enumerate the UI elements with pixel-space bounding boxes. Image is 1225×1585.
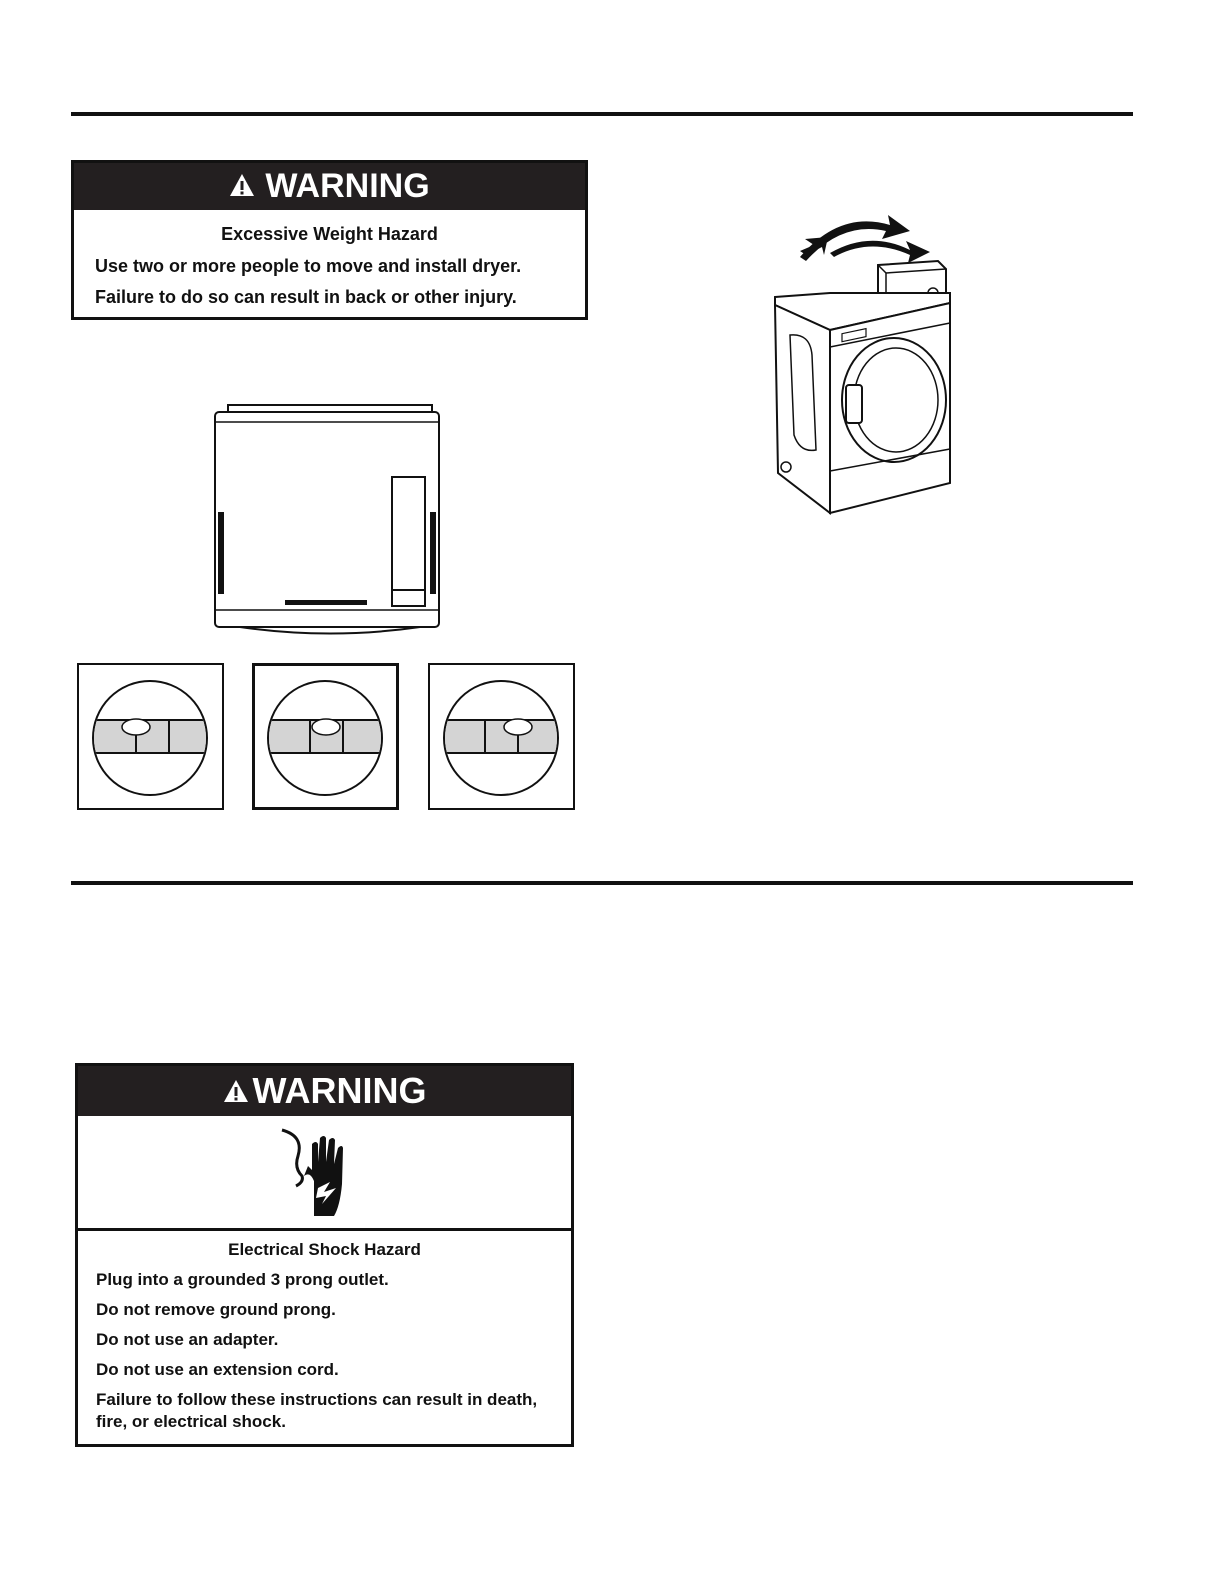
warning-electrical-line-6: fire, or electrical shock. (96, 1412, 286, 1431)
warning-electrical-line-5: Failure to follow these instructions can result in death, (96, 1390, 538, 1409)
dryer-rocking-with-level (770, 205, 960, 525)
level-bubble-left (77, 663, 224, 810)
warning-electrical-header (78, 1066, 571, 1116)
warning-electrical-box (75, 1063, 574, 1447)
warning-electrical-line-4: Do not use an extension cord. (96, 1360, 339, 1379)
warning-weight-header (74, 163, 585, 210)
level-bubble-centered (252, 663, 399, 810)
warning-weight-heading: WARNING (265, 167, 430, 205)
electrical-shock-hand-icon (274, 1126, 364, 1218)
warning-weight-box (71, 160, 588, 320)
electrical-icon-panel (78, 1116, 571, 1231)
warning-electrical-line-2: Do not remove ground prong. (96, 1300, 336, 1319)
section-rule-top (71, 112, 1133, 116)
rocking-arrows-icon (800, 215, 930, 263)
warning-electrical-heading: WARNING (252, 1070, 427, 1111)
warning-triangle-icon (229, 167, 255, 206)
level-bubble-right (428, 663, 575, 810)
warning-triangle-icon (223, 1070, 249, 1112)
warning-weight-line-1: Use two or more people to move and install dryer. (95, 256, 522, 276)
warning-weight-line-2: Failure to do so can result in back or other injury. (95, 287, 517, 307)
section-rule-middle (71, 881, 1133, 885)
warning-electrical-line-3: Do not use an adapter. (96, 1330, 279, 1349)
dryer-top-view (210, 400, 445, 640)
warning-electrical-line-1: Plug into a grounded 3 prong outlet. (96, 1270, 389, 1289)
warning-electrical-hazard-title: Electrical Shock Hazard (228, 1240, 421, 1259)
warning-weight-hazard-title: Excessive Weight Hazard (221, 224, 438, 244)
